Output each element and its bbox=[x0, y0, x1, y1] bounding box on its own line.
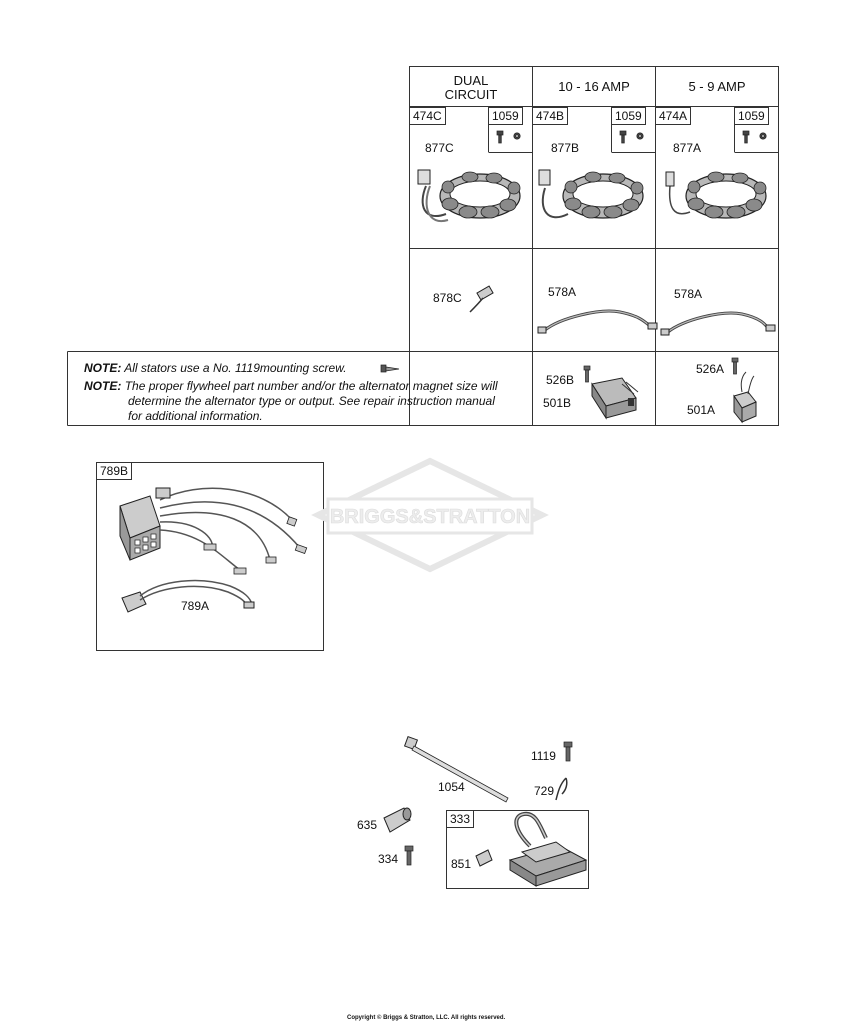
harness-tag-789b: 789B bbox=[96, 462, 132, 480]
part-label-729: 729 bbox=[534, 784, 555, 798]
svg-text:BRIGGS&STRATTON: BRIGGS&STRATTON bbox=[329, 506, 531, 528]
copyright-text: Copyright © Briggs & Stratton, LLC. All rights reserved. bbox=[347, 1015, 506, 1021]
stator-kit-tag-474c: 474C bbox=[409, 107, 446, 125]
header-line-1: DUAL bbox=[453, 73, 489, 88]
note-2-line-3: for additional information. bbox=[128, 409, 263, 423]
hardware-tag-1059-b: 1059 bbox=[611, 107, 646, 125]
part-label-878c: 878C bbox=[433, 291, 462, 305]
harness-label-789a: 789A bbox=[181, 599, 210, 613]
part-label-635: 635 bbox=[357, 818, 378, 832]
clip-729-icon bbox=[556, 778, 567, 800]
boot-635-icon bbox=[384, 808, 411, 832]
hardware-tag-1059-a: 1059 bbox=[488, 107, 523, 125]
stator-label-877a: 877A bbox=[673, 141, 702, 155]
stator-label-877c: 877C bbox=[425, 141, 454, 155]
stator-kit-tag-474b: 474B bbox=[532, 107, 568, 125]
part-label-851: 851 bbox=[451, 857, 472, 871]
column-header-5-9-amp: 5 - 9 AMP bbox=[688, 79, 746, 94]
stator-label-877b: 877B bbox=[551, 141, 580, 155]
note-1-label: NOTE: bbox=[84, 361, 122, 375]
regulator-label-501b: 501B bbox=[543, 396, 572, 410]
terminal-851-icon bbox=[476, 850, 492, 866]
part-label-1054: 1054 bbox=[438, 780, 465, 794]
armature-tag-333: 333 bbox=[446, 810, 474, 828]
part-label-334: 334 bbox=[378, 852, 399, 866]
header-line-2: CIRCUIT bbox=[444, 87, 498, 102]
armature-333-icon bbox=[510, 814, 586, 886]
screw-label-526b: 526B bbox=[546, 373, 575, 387]
part-label-578a-c: 578A bbox=[674, 287, 703, 301]
note-1-text: All stators use a No. 1119mounting screw. bbox=[124, 361, 347, 375]
screw-label-526a: 526A bbox=[696, 362, 725, 376]
stator-kit-tag-474a: 474A bbox=[655, 107, 691, 125]
cable-tie-1054-icon bbox=[405, 737, 508, 802]
part-label-578a-b: 578A bbox=[548, 285, 577, 299]
note-2-line-1: The proper flywheel part number and/or the alternator magnet size will bbox=[124, 379, 498, 393]
hardware-tag-1059-c: 1059 bbox=[734, 107, 769, 125]
column-header-10-16-amp: 10 - 16 AMP bbox=[558, 79, 630, 94]
regulator-label-501a: 501A bbox=[687, 403, 716, 417]
screw-334-icon bbox=[405, 846, 413, 865]
screw-1119-icon bbox=[564, 742, 572, 761]
note-2-label: NOTE: bbox=[84, 379, 122, 393]
part-label-1119: 1119 bbox=[531, 749, 556, 763]
note-2-line-2: determine the alternator type or output. See repair instruction manual bbox=[128, 394, 495, 408]
